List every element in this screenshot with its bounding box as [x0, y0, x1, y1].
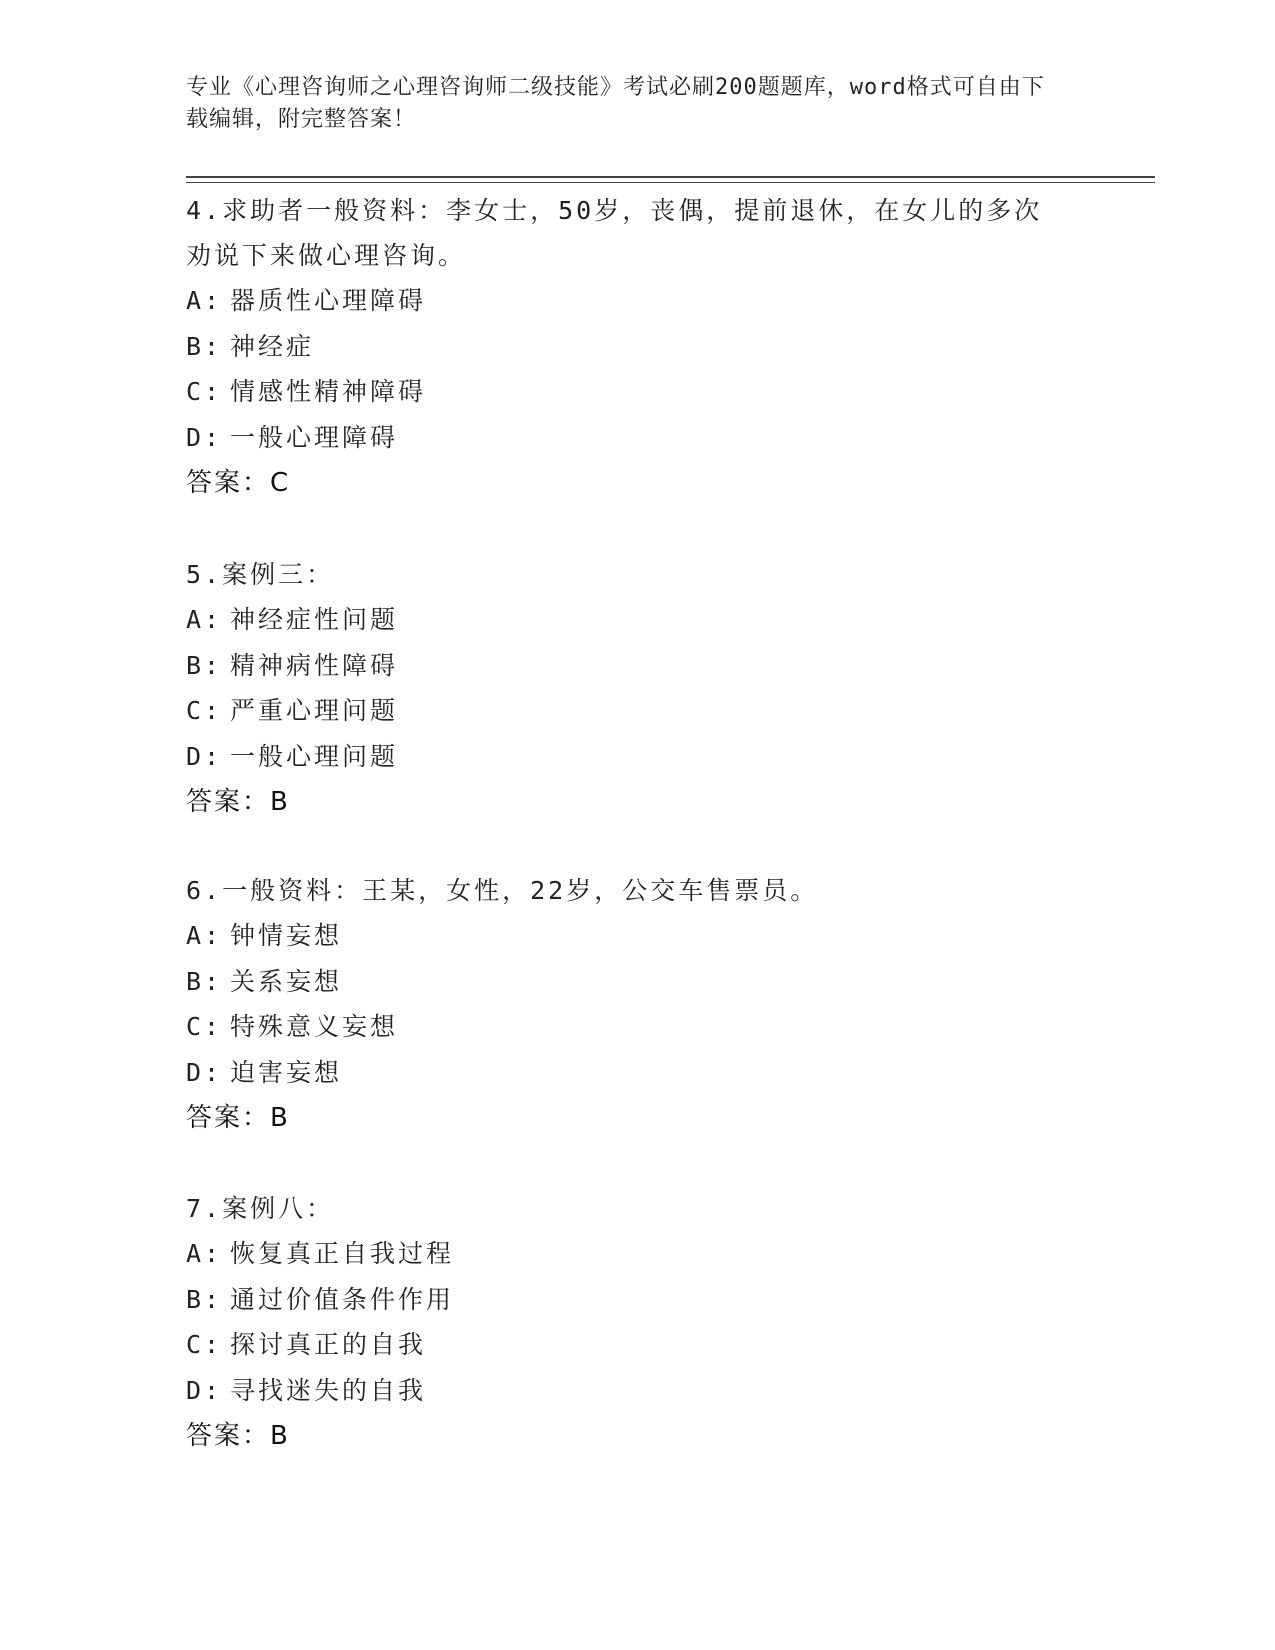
- option-letter: B:: [186, 650, 223, 680]
- option-d: [186, 1050, 1086, 1096]
- header-divider-top: [186, 176, 1155, 178]
- option-text: 器质性心理障碍: [230, 286, 427, 315]
- option-letter: C:: [186, 696, 223, 725]
- header-divider-bottom: [186, 182, 1155, 183]
- option-letter: D:: [186, 741, 223, 771]
- option-b: [186, 324, 1086, 370]
- option-a: [186, 278, 1086, 324]
- option-text: 钟情妄想: [230, 921, 343, 950]
- question-stem: 7.案例八：: [186, 1194, 335, 1223]
- question-block: [186, 188, 1086, 506]
- option-d: [186, 415, 1086, 461]
- option-text: 一般心理障碍: [230, 422, 399, 452]
- option-letter: D:: [186, 1375, 223, 1405]
- option-letter: A:: [186, 1239, 223, 1268]
- option-letter: A:: [186, 605, 223, 634]
- option-c: [186, 1322, 1086, 1368]
- answer-line: 答案：C: [186, 468, 291, 498]
- option-c: [186, 1004, 1086, 1050]
- option-letter: C:: [186, 1012, 223, 1041]
- option-d: [186, 1368, 1086, 1414]
- option-text: 神经症性问题: [230, 605, 399, 634]
- option-a: [186, 597, 1086, 643]
- document-header: 专业《心理咨询师之心理咨询师二级技能》考试必刷200题题库，word格式可自由下载编辑，附完整答案！: [186, 75, 1045, 132]
- option-letter: B:: [186, 1284, 223, 1314]
- option-text: 严重心理问题: [230, 696, 399, 725]
- option-text: 情感性精神障碍: [230, 377, 427, 406]
- option-c: [186, 369, 1086, 415]
- answer-line: 答案：B: [186, 1421, 290, 1451]
- option-b: [186, 1277, 1086, 1323]
- question-stem: 5.案例三：: [186, 560, 335, 589]
- option-c: [186, 688, 1086, 734]
- option-text: 一般心理问题: [230, 741, 399, 771]
- option-letter: B:: [186, 966, 223, 996]
- option-letter: C:: [186, 377, 223, 406]
- option-text: 神经症: [230, 331, 315, 361]
- option-text: 通过价值条件作用: [230, 1284, 455, 1314]
- option-a: [186, 1231, 1086, 1277]
- option-d: [186, 734, 1086, 780]
- option-b: [186, 959, 1086, 1005]
- option-text: 精神病性障碍: [230, 650, 399, 680]
- question-block: [186, 552, 1086, 825]
- question-stem: 4.求助者一般资料：李女士，50岁，丧偶，提前退休，在女儿的多次劝说下来做心理咨询。: [186, 196, 1043, 270]
- option-a: [186, 913, 1086, 959]
- option-letter: B:: [186, 331, 223, 361]
- option-text: 迫害妄想: [230, 1057, 343, 1087]
- option-text: 恢复真正自我过程: [230, 1239, 455, 1268]
- question-stem: 6.一般资料：王某，女性，22岁，公交车售票员。: [186, 876, 819, 905]
- option-letter: A:: [186, 286, 223, 315]
- answer-line: 答案：B: [186, 787, 290, 817]
- option-text: 特殊意义妄想: [230, 1012, 399, 1041]
- option-text: 寻找迷失的自我: [230, 1375, 427, 1405]
- option-letter: A:: [186, 921, 223, 950]
- option-text: 探讨真正的自我: [230, 1330, 427, 1359]
- question-block: [186, 868, 1086, 1141]
- option-letter: D:: [186, 422, 223, 452]
- option-text: 关系妄想: [230, 966, 343, 996]
- option-letter: C:: [186, 1330, 223, 1359]
- answer-line: 答案：B: [186, 1103, 290, 1133]
- option-b: [186, 643, 1086, 689]
- question-block: [186, 1186, 1086, 1459]
- option-letter: D:: [186, 1057, 223, 1087]
